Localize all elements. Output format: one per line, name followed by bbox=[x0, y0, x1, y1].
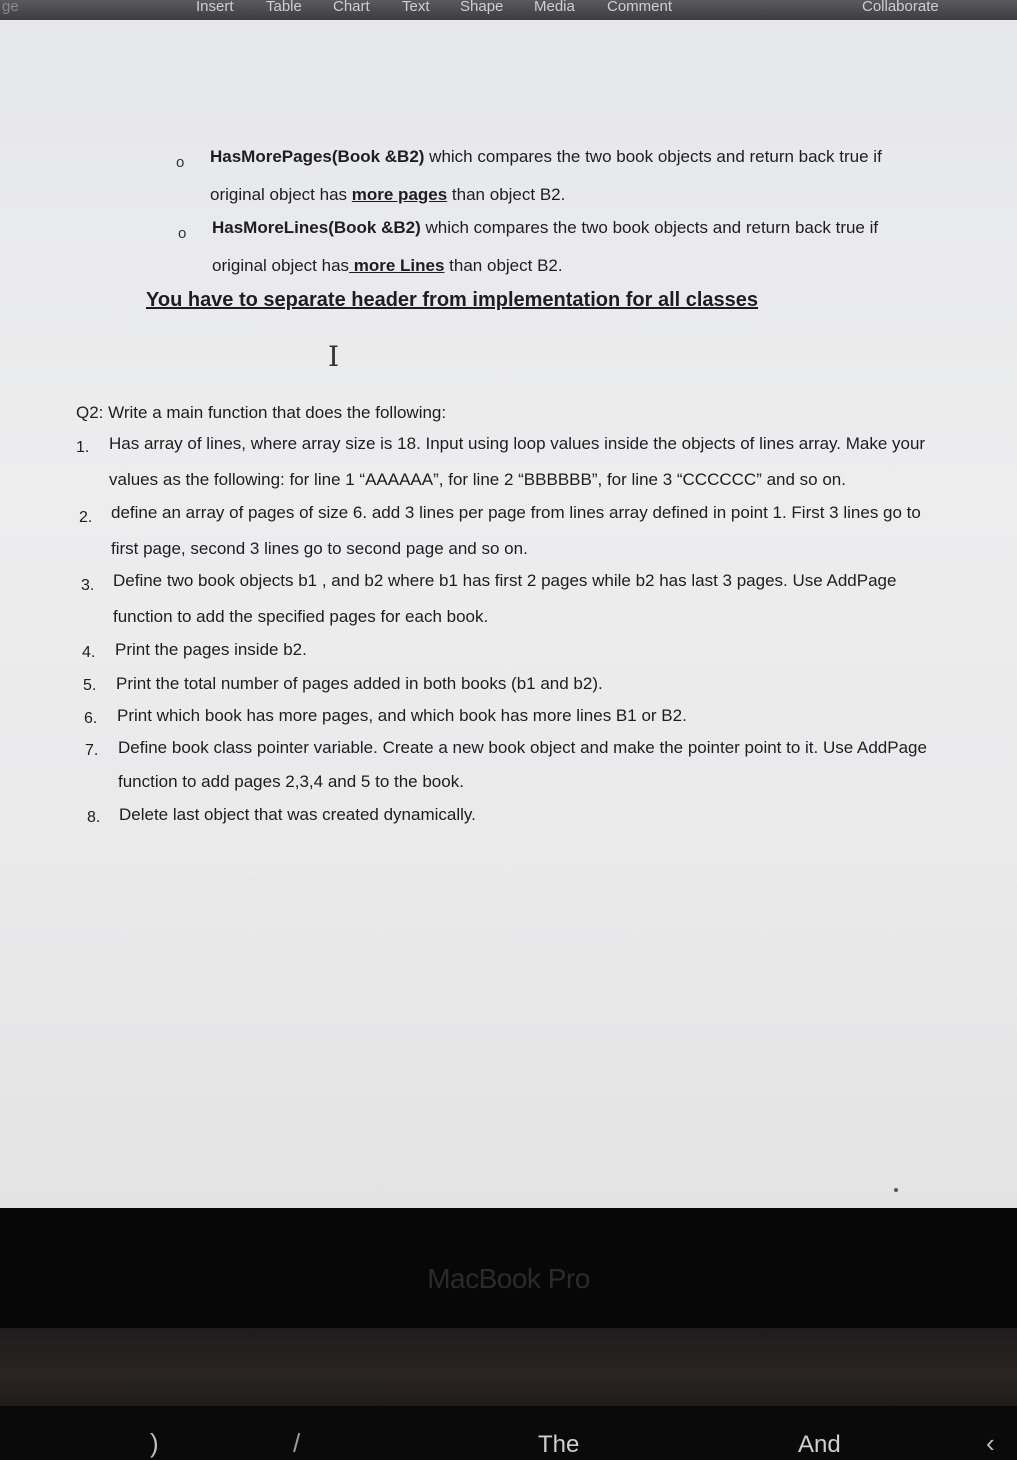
method-description: than object B2. bbox=[447, 185, 566, 204]
toolbar-shape[interactable]: Shape bbox=[460, 0, 504, 15]
method-description: which compares the two book objects and return back true if bbox=[420, 218, 879, 237]
list-number: 8. bbox=[87, 809, 101, 826]
toolbar-text[interactable]: Text bbox=[402, 0, 430, 15]
brand-label: MacBook Pro bbox=[427, 1263, 590, 1294]
list-number: 5. bbox=[83, 677, 97, 694]
list-number: 2. bbox=[79, 509, 93, 526]
q2-title: Q2: Write a main function that does the following: bbox=[76, 403, 447, 422]
toolbar-table[interactable]: Table bbox=[266, 0, 302, 15]
list-number: 1. bbox=[76, 439, 90, 456]
method-description: which compares the two book objects and return back true if bbox=[424, 147, 882, 166]
list-item-3-line-1: Define two book objects b1 , and b2 where b1 has first 2 pages while b2 has last 3 pages. Use AddPage bbox=[113, 571, 897, 590]
touchbar-suggestion-and[interactable]: And bbox=[798, 1431, 841, 1458]
list-item-7-line-1: Define book class pointer variable. Create a new book object and make the pointer point to it. Use AddPage bbox=[118, 738, 927, 757]
method-description: original object has bbox=[212, 256, 350, 275]
method-hasmorepages-line-1 bbox=[210, 147, 882, 167]
bullet-marker: o bbox=[176, 154, 185, 171]
bullet-marker: o bbox=[178, 225, 187, 242]
method-description: original object has bbox=[210, 185, 352, 204]
list-item-4-line-1: Print the pages inside b2. bbox=[115, 640, 307, 659]
document-page[interactable] bbox=[0, 20, 1017, 1208]
toolbar-cut-off-label: ge bbox=[2, 0, 19, 15]
list-item-6-line-1: Print which book has more pages, and which book has more lines B1 or B2. bbox=[117, 706, 687, 725]
list-item-3-line-2: function to add the specified pages for each book. bbox=[113, 607, 489, 626]
list-item-2-line-1: define an array of pages of size 6. add 3 lines per page from lines array defined in point 1. First 3 lines go to bbox=[111, 503, 921, 522]
list-item-1-line-1: Has array of lines, where array size is 18. Input using loop values inside the objects of lines array. Make your bbox=[109, 434, 926, 453]
touchbar-collapse-icon[interactable]: ‹ bbox=[986, 1428, 995, 1458]
app-toolbar bbox=[0, 0, 1017, 20]
toolbar-insert[interactable]: Insert bbox=[196, 0, 234, 15]
list-item-1-line-2: values as the following: for line 1 “AAAAAA”, for line 2 “BBBBBB”, for line 3 “CCCCCC” and so on. bbox=[109, 470, 846, 489]
toolbar-media[interactable]: Media bbox=[534, 0, 575, 15]
touchbar-suggestion-the[interactable]: The bbox=[538, 1431, 580, 1458]
touchbar-slash-glyph: / bbox=[293, 1428, 301, 1458]
method-signature: HasMorePages(Book &B2) bbox=[210, 147, 425, 166]
emphasis-text: more Lines bbox=[349, 256, 445, 275]
list-number: 3. bbox=[81, 577, 95, 594]
emphasis-text: more pages bbox=[351, 185, 448, 204]
touchbar-left-glyph[interactable]: ) bbox=[150, 1428, 159, 1458]
screen-speck bbox=[894, 1188, 898, 1192]
list-item-2-line-2: first page, second 3 lines go to second page and so on. bbox=[111, 539, 528, 558]
method-hasmorepages-line-2 bbox=[210, 185, 565, 205]
method-hasmorelines-line-1 bbox=[212, 218, 878, 238]
list-item-5-line-1: Print the total number of pages added in both books (b1 and b2). bbox=[116, 674, 603, 693]
section-heading: You have to separate header from implementation for all classes bbox=[146, 289, 759, 311]
method-signature: HasMoreLines(Book &B2) bbox=[212, 218, 421, 237]
list-item-8-line-1: Delete last object that was created dynamically. bbox=[119, 805, 476, 824]
list-number: 6. bbox=[84, 710, 98, 727]
text-cursor-icon: I bbox=[328, 340, 340, 373]
method-hasmorelines-line-2 bbox=[212, 256, 563, 276]
list-item-7-line-2: function to add pages 2,3,4 and 5 to the book. bbox=[118, 772, 464, 791]
method-description: than object B2. bbox=[444, 256, 563, 275]
toolbar-comment[interactable]: Comment bbox=[607, 0, 673, 15]
toolbar-chart[interactable]: Chart bbox=[333, 0, 370, 15]
toolbar-collaborate[interactable]: Collaborate bbox=[862, 0, 939, 15]
list-number: 7. bbox=[85, 742, 99, 759]
laptop-hinge bbox=[0, 1328, 1017, 1406]
list-number: 4. bbox=[82, 644, 96, 661]
